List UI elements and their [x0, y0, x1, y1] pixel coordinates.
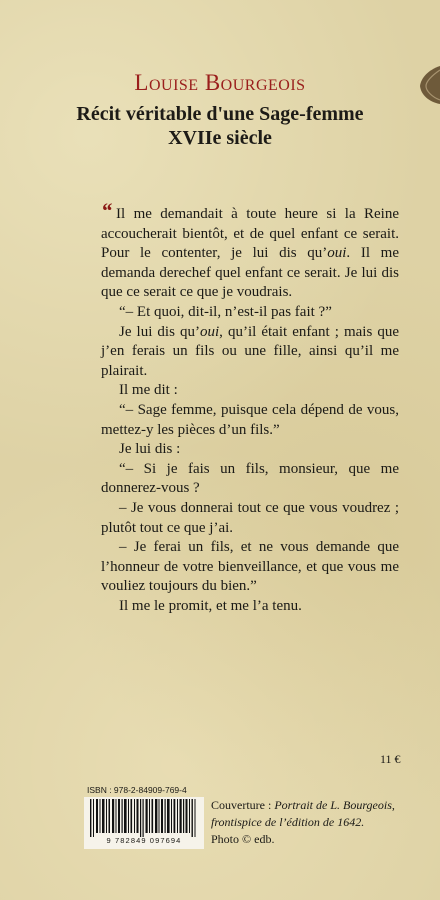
- quote-block: [101, 198, 399, 616]
- credits-line: [211, 797, 395, 814]
- credits-italic: Portrait de L. Bourgeois,: [274, 798, 395, 812]
- quote-paragraph: “– Sage femme, puisque cela dépend de vous, mettez-y les pièces d’un fils.”: [101, 401, 399, 438]
- book-period: XVIIe siècle: [168, 127, 272, 149]
- quote-text: , qu’il était enfant ; mais que j’en ferais un fils ou une fille, ainsi qu’il me plairait.: [101, 323, 399, 379]
- price-label: 11 €: [380, 752, 401, 766]
- quote-paragraph: Il me le promit, et me l’a tenu.: [119, 597, 302, 614]
- credits-label: Couverture :: [211, 798, 275, 812]
- book-title: Récit véritable d'une Sage-femme: [76, 103, 364, 125]
- quote-text: Il me demandait à toute heure si la Reine accoucherait bientôt, et de quel enfant ce serait. Pour le contenter, je lui dis qu’: [101, 206, 399, 262]
- barcode-digits: 9 782849 097694: [106, 836, 182, 845]
- quote-text: Je lui dis qu’: [119, 323, 200, 340]
- photo-credit: Photo © edb.: [211, 832, 275, 846]
- quote-mark-icon: “: [101, 198, 112, 223]
- author-name: Louise Bourgeois: [134, 70, 306, 95]
- quote-text: . Il me demanda derechef quel enfant ce serait. Je lui dis que ce serait ce que je voudrais.: [101, 245, 399, 301]
- quote-paragraph: Je lui dis :: [119, 441, 181, 458]
- isbn-label: ISBN : 978-2-84909-769-4: [87, 785, 187, 795]
- cover-credits: [211, 797, 395, 848]
- quote-emphasis: oui: [199, 323, 220, 340]
- quote-paragraph: “– Et quoi, dit-il, n’est-il pas fait ?”: [119, 303, 332, 320]
- quote-paragraph: Il me dit :: [119, 382, 178, 399]
- quote-paragraph: [101, 198, 399, 303]
- quote-paragraph: “– Si je fais un fils, monsieur, que me donnerez-vous ?: [101, 460, 399, 497]
- quote-paragraph: [101, 323, 399, 382]
- credits-italic: frontispice de l’édition de 1642.: [211, 815, 365, 829]
- quote-paragraph: – Je vous donnerai tout ce que vous voudrez ; plutôt tout ce que j’ai.: [101, 499, 399, 536]
- quote-paragraph: – Je ferai un fils, et ne vous demande que l’honneur de votre bienveillance, et que vous me vouliez toujours du bien.”: [101, 539, 399, 595]
- quote-emphasis: oui: [327, 245, 347, 262]
